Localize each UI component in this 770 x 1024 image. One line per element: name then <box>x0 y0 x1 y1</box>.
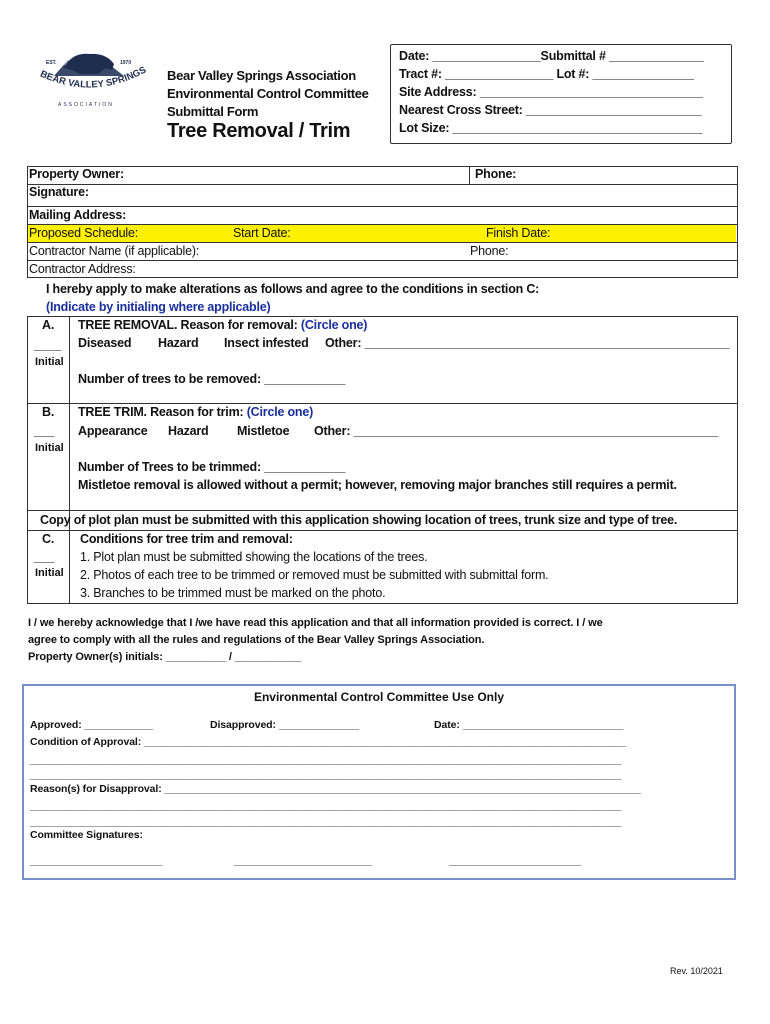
acknowledge-line-2: agree to comply with all the rules and regulations of the Bear Valley Springs Association. <box>28 634 485 646</box>
proposed-schedule-label: Proposed Schedule: <box>29 226 138 240</box>
finish-date-label[interactable]: Finish Date: <box>486 226 551 240</box>
property-owner-label[interactable]: Property Owner: <box>29 167 124 181</box>
condition-item: 2. Photos of each tree to be trimmed or removed must be submitted with submittal form. <box>80 568 549 582</box>
section-a-circle-note: (Circle one) <box>300 318 368 332</box>
ecc-use-only-box <box>22 684 736 880</box>
trim-reason-mistletoe[interactable]: Mistletoe <box>237 424 290 438</box>
phone-label[interactable]: Phone: <box>475 167 517 181</box>
removal-reason-other[interactable]: Other: ______________________________________________________ <box>325 336 730 350</box>
contractor-name-label[interactable]: Contractor Name (if applicable): <box>29 244 200 258</box>
section-b-initial-field[interactable]: ___ <box>34 424 55 438</box>
ecc-title: Environmental Control Committee Use Only <box>253 690 505 704</box>
section-c-initial-label: Initial <box>35 567 64 579</box>
section-a-initial-label: Initial <box>35 356 64 368</box>
page-title: Tree Removal / Trim <box>167 120 351 142</box>
approved-field[interactable]: Approved: ____________ <box>30 719 154 731</box>
logo-year: 1970 <box>120 60 132 66</box>
contractor-address-label[interactable]: Contractor Address: <box>29 262 136 276</box>
condition-item: 3. Branches to be trimmed must be marked on the photo. <box>80 586 386 600</box>
ecc-blank-line[interactable]: _______________________________________________________________________________________________________ <box>30 769 622 781</box>
plot-plan-note: Copy of plot plan must be submitted with this application showing location of trees, trunk size and type of tree. <box>40 513 678 527</box>
trees-trimmed-count-field[interactable]: Number of Trees to be trimmed: ____________ <box>78 460 346 474</box>
logo-name: BEAR VALLEY SPRINGS <box>38 64 149 91</box>
section-c-letter: C. <box>42 532 55 546</box>
section-a-initial-field[interactable]: ____ <box>34 338 62 352</box>
org-name: Bear Valley Springs Association <box>167 68 356 83</box>
section-b-letter: B. <box>42 405 55 419</box>
committee-name: Environmental Control Committee <box>167 86 369 101</box>
owner-initials-field[interactable]: Property Owner(s) initials: __________ / ___________ <box>28 651 302 663</box>
disapproved-field[interactable]: Disapproved: ______________ <box>210 719 360 731</box>
section-c-heading: Conditions for tree trim and removal: <box>80 532 293 546</box>
form-name: Submittal Form <box>167 104 259 119</box>
removal-reason-diseased[interactable]: Diseased <box>78 336 132 350</box>
acknowledge-line-1: I / we hereby acknowledge that I /we have read this application and that all information provided is correct. I / we <box>28 617 603 629</box>
ecc-blank-line[interactable]: _______________________________________________________________________________________________________ <box>30 754 622 766</box>
start-date-label[interactable]: Start Date: <box>233 226 291 240</box>
committee-signatures-label: Committee Signatures: <box>30 829 143 841</box>
indicate-note: (Indicate by initialing where applicable) <box>46 300 271 314</box>
section-a-heading: TREE REMOVAL. Reason for removal: <box>78 318 301 332</box>
trim-reason-other[interactable]: Other: ______________________________________________________ <box>314 424 719 438</box>
apply-statement: I hereby apply to make alterations as follows and agree to the conditions in section C: <box>46 282 540 296</box>
bvsa-logo <box>28 44 154 110</box>
cross-street-field[interactable]: Nearest Cross Street: __________________________ <box>399 103 702 117</box>
trim-reason-hazard[interactable]: Hazard <box>168 424 209 438</box>
site-address-field[interactable]: Site Address: _________________________________ <box>399 85 703 99</box>
tract-lot-field[interactable]: Tract #: ________________ Lot #: _______________ <box>399 67 694 81</box>
mailing-address-label[interactable]: Mailing Address: <box>29 208 127 222</box>
mistletoe-note: Mistletoe removal is allowed without a permit; however, removing major branches still requires a permit. <box>78 478 677 492</box>
removal-reason-hazard[interactable]: Hazard <box>158 336 199 350</box>
ecc-date-field[interactable]: Date: ____________________________ <box>434 719 624 731</box>
signature-label[interactable]: Signature: <box>29 185 89 199</box>
signature-line-1[interactable]: _______________________ <box>30 855 163 867</box>
contractor-phone-label[interactable]: Phone: <box>470 244 509 258</box>
signature-line-3[interactable]: _______________________ <box>449 855 582 867</box>
condition-of-approval-field[interactable]: Condition of Approval: ____________________________________________________________________________________ <box>30 736 627 748</box>
removal-reason-insect[interactable]: Insect infested <box>224 336 309 350</box>
ecc-blank-line[interactable]: _______________________________________________________________________________________________________ <box>30 816 622 828</box>
section-b-circle-note: (Circle one) <box>246 405 314 419</box>
section-b-initial-label: Initial <box>35 442 64 454</box>
trim-reason-appearance[interactable]: Appearance <box>78 424 148 438</box>
logo-subtext: ASSOCIATION <box>58 102 114 108</box>
ecc-blank-line[interactable]: _______________________________________________________________________________________________________ <box>30 800 622 812</box>
signature-line-2[interactable]: ________________________ <box>234 855 372 867</box>
submittal-info-box <box>390 44 732 144</box>
section-a-letter: A. <box>42 318 55 332</box>
revision-label: Rev. 10/2021 <box>670 966 723 976</box>
logo-est: EST. <box>46 60 57 66</box>
section-c-initial-field[interactable]: ___ <box>34 550 55 564</box>
lot-size-field[interactable]: Lot Size: _____________________________________ <box>399 121 703 135</box>
section-b-heading: TREE TRIM. Reason for trim: <box>78 405 247 419</box>
condition-item: 1. Plot plan must be submitted showing the locations of the trees. <box>80 550 428 564</box>
reasons-disapproval-field[interactable]: Reason(s) for Disapproval: ___________________________________________________________________________________ <box>30 783 641 795</box>
date-submittal-field[interactable]: Date: ________________Submittal # ______________ <box>399 49 704 63</box>
trees-removed-count-field[interactable]: Number of trees to be removed: ____________ <box>78 372 346 386</box>
